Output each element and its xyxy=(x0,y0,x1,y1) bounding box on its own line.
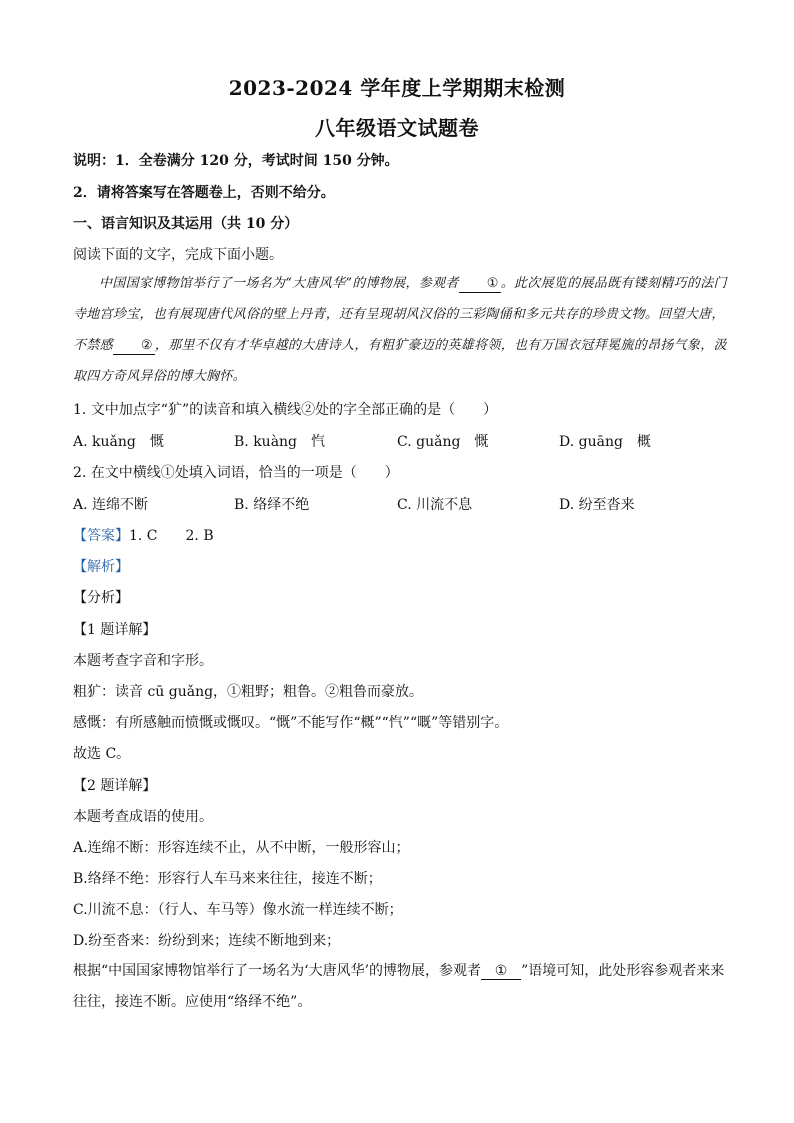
answer-tag: 【答案】 xyxy=(73,528,129,544)
conclusion-text: ”语境可知，此处形容参观者来来往往，接连不断。应使用“络绎不绝”。 xyxy=(73,963,725,1010)
analysis-tag: 【解析】 xyxy=(73,559,129,575)
q1-option-d: D. guāng 概 xyxy=(559,434,651,450)
passage-text: ，那里不仅有才华卓越的大唐诗人，有粗犷豪迈的英雄将领，也有万国衣冠拜冕旒的昂扬气象，汲取四方奇风异俗的博大胸怀。 xyxy=(73,338,727,384)
note-line-1: 说明：1．全卷满分 120 分，考试时间 150 分钟。 xyxy=(73,153,399,169)
q2-detail-line: 本题考查成语的使用。 xyxy=(73,809,213,825)
q1-detail-line: 感慨：有所感触而愤慨或慨叹。“慨”不能写作“概”“忾”“嘅”等错别字。 xyxy=(73,715,509,731)
exam-subtitle: 八年级语文试题卷 xyxy=(315,116,479,140)
q1-detail-tag: 【1 题详解】 xyxy=(73,622,157,638)
note-line-2: 2．请将答案写在答题卷上，否则不给分。 xyxy=(73,185,335,201)
reading-passage xyxy=(73,268,727,392)
q1-option-b: B. kuàng 忾 xyxy=(234,434,326,450)
q2-detail-line: A.连绵不断：形容连续不止，从不中断，一般形容山； xyxy=(73,840,410,856)
q1-detail-line: 故选 C。 xyxy=(73,746,131,762)
passage-blank-1: ① xyxy=(459,276,501,293)
passage-text: 中国国家博物馆举行了一场名为“大唐风华”的博物展，参观者 xyxy=(99,276,459,291)
q2-option-d: D. 纷至沓来 xyxy=(559,497,635,513)
conclusion-blank: ① xyxy=(481,963,521,980)
conclusion-text: 根据“中国国家博物馆举行了一场名为‘大唐风华’的博物展，参观者 xyxy=(73,963,482,979)
q1-option-a: A. kuǎng 慨 xyxy=(73,434,164,450)
q2-detail-tag: 【2 题详解】 xyxy=(73,778,157,794)
q1-detail-line: 本题考查字音和字形。 xyxy=(73,653,213,669)
q2-option-b: B. 络绎不绝 xyxy=(234,497,310,513)
q1-option-c: C. guǎng 慨 xyxy=(397,434,489,450)
section-heading: 一、语言知识及其运用（共 10 分） xyxy=(73,216,299,232)
answer-line xyxy=(73,525,214,545)
q2-detail-line: D.纷至沓来：纷纷到来；连续不断地到来； xyxy=(73,933,341,949)
fenxi-tag: 【分析】 xyxy=(73,590,129,606)
q2-option-a: A. 连绵不断 xyxy=(73,497,149,513)
q2-detail-line: B.络绎不绝：形容行人车马来来往往，接连不断； xyxy=(73,871,382,887)
q2-detail-line: C.川流不息：（行人、车马等）像水流一样连续不断； xyxy=(73,902,403,918)
question-2-stem: 2. 在文中横线①处填入词语，恰当的一项是（ ） xyxy=(73,465,399,481)
q2-option-c: C. 川流不息 xyxy=(397,497,473,513)
question-1-stem: 1. 文中加点字“犷”的读音和填入横线②处的字全部正确的是（ ） xyxy=(73,402,498,418)
q1-detail-line: 粗犷：读音 cū guǎng，①粗野；粗鲁。②粗鲁而豪放。 xyxy=(73,684,424,700)
passage-blank-2: ② xyxy=(113,338,155,355)
reading-instruction: 阅读下面的文字，完成下面小题。 xyxy=(73,247,283,263)
answer-text: 1. C 2. B xyxy=(129,528,214,544)
passage-text: 。此次展览的展品既有镂刻精巧的法门寺地宫珍宝，也有展现唐代风俗的壁上丹青，还有呈现胡风汉俗的三彩陶俑和多元共存的珍贵文物。回望大唐，不禁感 xyxy=(73,276,727,353)
exam-title: 2023-2024 学年度上学期期末检测 xyxy=(228,76,566,100)
q2-detail-conclusion xyxy=(73,956,727,1018)
